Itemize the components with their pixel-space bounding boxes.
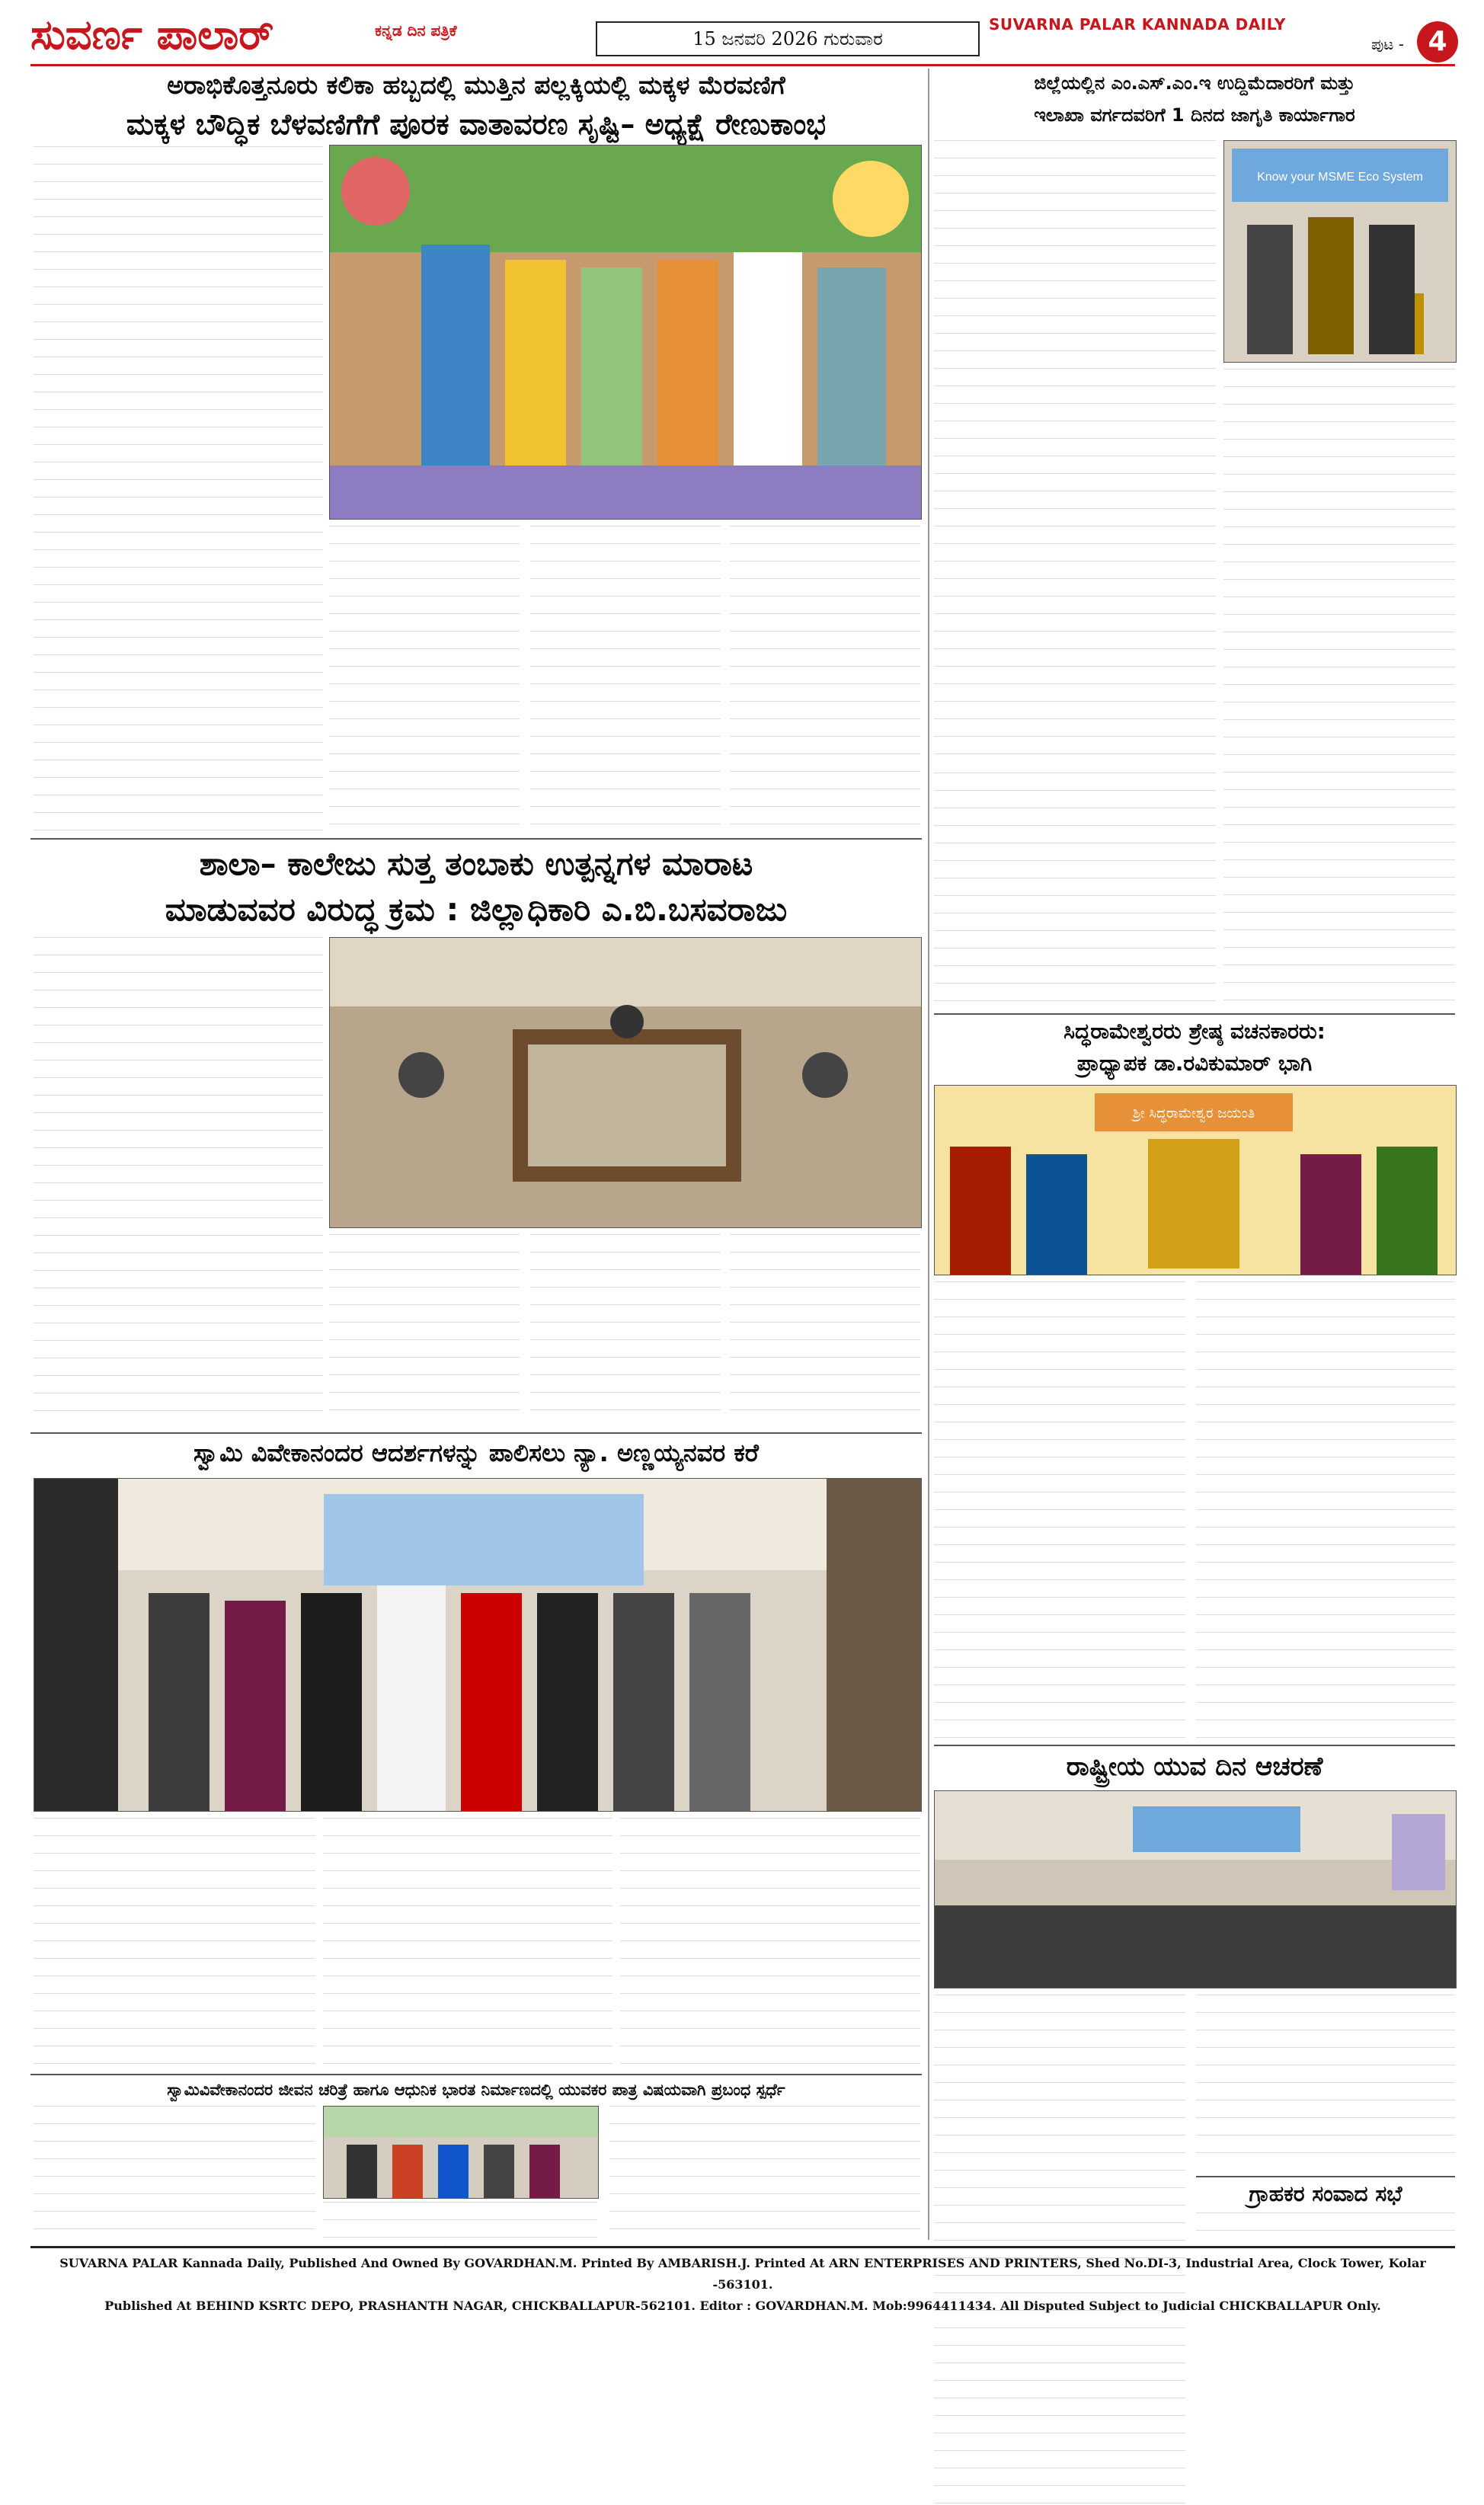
article-body	[1196, 1995, 1455, 2170]
photo-graphic	[935, 1086, 1456, 1275]
section-rule	[30, 2074, 922, 2075]
section-rule	[30, 1432, 922, 1434]
photo-graphic	[324, 2107, 598, 2198]
page-label: ಪುಟ -	[1371, 35, 1404, 53]
photo-graphic	[330, 938, 921, 1227]
article-headline: ಸ್ವಾಮಿ ವಿವೇಕಾನಂದರ ಆದರ್ಶಗಳನ್ನು ಪಾಲಿಸಲು ನ್ಯಾ. ಅಣ್ಣಯ್ಯನವರ ಕರೆ	[193, 1438, 759, 1467]
masthead-rule	[30, 64, 1455, 66]
section-rule	[30, 838, 922, 840]
article-body	[1196, 2212, 1455, 2243]
news-photo	[329, 937, 922, 1228]
page-number: 4	[1417, 21, 1458, 62]
masthead	[30, 11, 1455, 64]
photo-graphic	[935, 1791, 1456, 1988]
article-body	[323, 2202, 597, 2240]
article-body	[323, 1818, 612, 2069]
photo-banner-text: ಶ್ರೀ ಸಿದ್ಧರಾಮೇಶ್ವರ ಜಯಂತಿ	[1132, 1105, 1255, 1121]
article-body	[1196, 1281, 1455, 1739]
article-headline: ಶಾಲಾ– ಕಾಲೇಜು ಸುತ್ತ ತಂಬಾಕು ಉತ್ಪನ್ನಗಳ ಮಾರಾಟ	[199, 845, 753, 882]
article-headline: ಅರಾಭಿಕೊತ್ತನೂರು ಕಲಿಕಾ ಹಬ್ಬದಲ್ಲಿ ಮುತ್ತಿನ ಪಲ್ಲಕ್ಕಿಯಲ್ಲಿ ಮಕ್ಕಳ ಮೆರವಣಿಗೆ	[167, 70, 785, 100]
photo-graphic	[34, 1479, 921, 1811]
article-body	[329, 1234, 520, 1425]
imprint-line: Published At BEHIND KSRTC DEPO, PRASHANTH NAGAR, CHICKBALLAPUR-562101. Editor : GOVARDHAN.M. Mob:9964411434. All Disputed Subject to Judicial CHICKBALLAPUR Only.	[104, 2299, 1381, 2313]
article-body	[34, 2106, 315, 2240]
imprint-footer	[30, 2246, 1455, 2317]
article-headline: ಜಿಲ್ಲೆಯಲ್ಲಿನ ಎಂ.ಎಸ್.ಎಂ.ಇ ಉದ್ದಿಮೆದಾರರಿಗೆ ಮತ್ತು	[1034, 72, 1355, 94]
news-photo	[1223, 140, 1457, 363]
news-photo	[34, 1478, 922, 1812]
news-photo	[934, 1085, 1457, 1275]
article-body	[934, 1281, 1185, 1739]
news-photo	[934, 1790, 1457, 1988]
section-rule	[934, 1013, 1455, 1015]
article-headline: ಮಾಡುವವರ ವಿರುದ್ಧ ಕ್ರಮ : ಜಿಲ್ಲಾಧಿಕಾರಿ ಎ.ಬಿ.ಬಸವರಾಜು	[165, 891, 788, 928]
article-body	[934, 140, 1216, 765]
section-rule	[934, 1745, 1455, 1746]
newspaper-name-english: SUVARNA PALAR KANNADA DAILY	[989, 15, 1286, 34]
article-body	[730, 526, 920, 830]
article-body	[1223, 369, 1455, 1009]
article-body	[34, 1818, 315, 2069]
article-headline: ಸಿದ್ಧರಾಮೇಶ್ವರರು ಶ್ರೇಷ್ಠ ವಚನಕಾರರು:	[1063, 1019, 1326, 1044]
newspaper-tagline: ಕನ್ನಡ ದಿನ ಪತ್ರಿಕೆ	[375, 21, 457, 40]
imprint-line: SUVARNA PALAR Kannada Daily, Published And Owned By GOVARDHAN.M. Printed By AMBARISH.J. Printed At ARN ENTERPRISES AND PRINTERS, Shed No.DI-3, Industrial Area, Clock Tower, Kolar -563101.	[59, 2256, 1426, 2292]
article-body	[34, 146, 323, 832]
article-headline: ಸ್ವಾಮಿವಿವೇಕಾನಂದರ ಜೀವನ ಚರಿತ್ರೆ ಹಾಗೂ ಆಧುನಿಕ ಭಾರತ ನಿರ್ಮಾಣದಲ್ಲಿ ಯುವಕರ ಪಾತ್ರ ವಿಷಯವಾಗಿ ಪ್ರಬಂಧ ಸ್ಪರ್ಧೆ	[167, 2081, 785, 2099]
article-body	[34, 937, 323, 1425]
article-body	[609, 2106, 920, 2240]
article-headline: ಮಕ್ಕಳ ಬೌದ್ಧಿಕ ಬೆಳವಣಿಗೆಗೆ ಪೂರಕ ವಾತಾವರಣ ಸೃಷ್ಟಿ– ಅಧ್ಯಕ್ಷೆ ರೇಣುಕಾಂಭ	[126, 107, 827, 141]
article-body	[329, 526, 520, 830]
article-body	[730, 1234, 920, 1425]
article-headline: ರಾಷ್ಟ್ರೀಯ ಯುವ ದಿನ ಆಚರಣೆ	[1066, 1752, 1323, 1782]
article-body	[530, 1234, 721, 1425]
photo-graphic	[330, 146, 921, 519]
article-body	[934, 773, 1216, 1009]
article-headline: ಇಲಾಖಾ ವರ್ಗದವರಿಗೆ 1 ದಿನದ ಜಾಗೃತಿ ಕಾರ್ಯಾಗಾರ	[1034, 104, 1355, 126]
issue-date: 15 ಜನವರಿ 2026 ಗುರುವಾರ	[596, 21, 980, 56]
article-body	[620, 1818, 920, 2069]
newspaper-name: ಸುವರ್ಣ ಪಾಲಾರ್	[30, 11, 274, 59]
article-headline: ಗ್ರಾಹಕರ ಸಂವಾದ ಸಭೆ	[1249, 2181, 1402, 2206]
news-photo	[329, 145, 922, 520]
photo-graphic	[1224, 141, 1456, 362]
news-photo	[323, 2106, 599, 2199]
article-body	[530, 526, 721, 830]
section-rule	[1196, 2176, 1455, 2177]
photo-banner-text: Know your MSME Eco System	[1257, 171, 1423, 184]
article-headline: ಪ್ರಾಧ್ಯಾಪಕ ಡಾ.ರವಿಕುಮಾರ್ ಭಾಗಿ	[1076, 1051, 1313, 1076]
column-divider	[928, 69, 929, 2240]
